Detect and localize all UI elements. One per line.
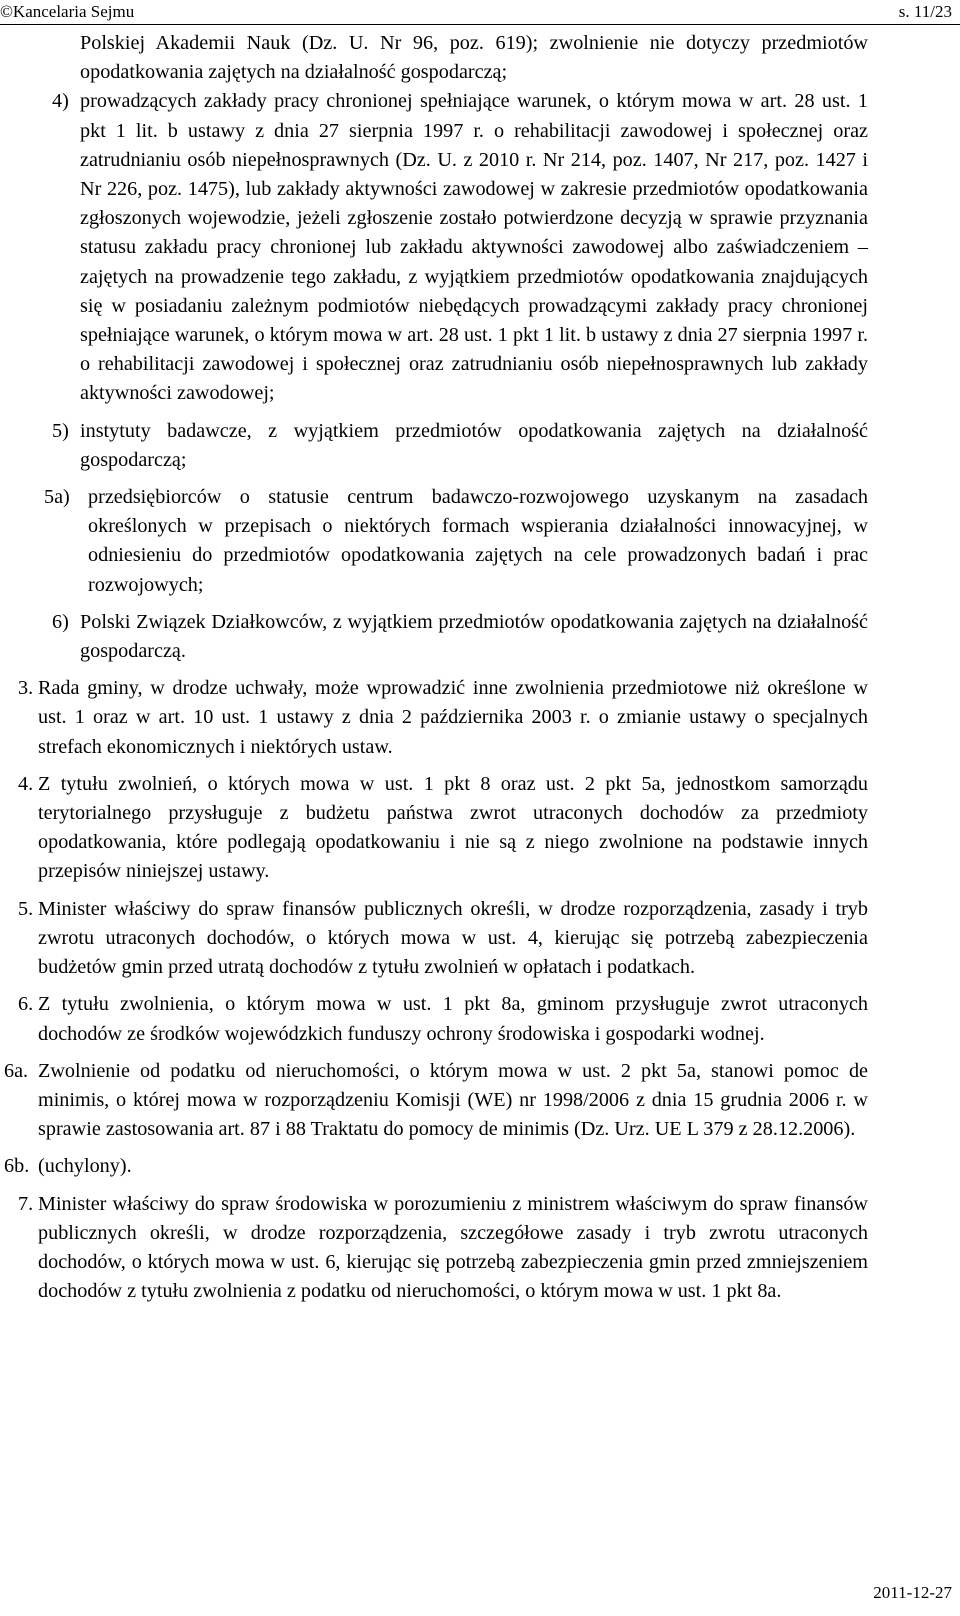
section-number: 6a. — [4, 1059, 29, 1082]
section-number: 7. — [18, 1192, 34, 1215]
section-5 — [0, 895, 960, 983]
section-number: 6b. — [4, 1155, 30, 1178]
section-3 — [0, 674, 960, 762]
section-text: Zwolnienie od podatku od nieruchomości, o którym mowa w ust. 2 pkt 5a, stanowi pomoc de minimis, o której mowa w rozporządzeniu Komisji (WE) nr 1998/2006 z dnia 15 grudnia 2006 r. w sprawie zastosowania art. 87 i 88 Traktatu do pomocy de minimis (Dz. Urz. UE L 379 z 28.12.2006). — [38, 1059, 868, 1141]
paragraph-text: Polskiej Akademii Nauk (Dz. U. Nr 96, poz. 619); zwolnienie nie dotyczy przedmiotów opodatkowania zajętych na działalność gospodarczą; — [80, 32, 868, 84]
item-text: przedsiębiorców o statusie centrum badawczo-rozwojowego uzyskanym na zasadach określonych w przepisach o niektórych formach wspierania działalności innowacyjnej, w odniesieniu do przedmiotów opodatkowania zajętych na cele prowadzonych badań i prac rozwojowych; — [88, 486, 868, 596]
item-text: prowadzących zakłady pracy chronionej spełniające warunek, o którym mowa w art. 28 ust. 1 pkt 1 lit. b ustawy z dnia 27 sierpnia 1997 r. o rehabilitacji zawodowej i społecznej oraz zatrudnianiu osób niepełnosprawnych (Dz. U. z 2010 r. Nr 214, poz. 1407, Nr 217, poz. 1427 i Nr 226, poz. 1475), lub zakłady aktywności zawodowej w zakresie przedmiotów opodatkowania zgłoszonych wojewodzie, jeżeli zgłoszenie zostało potwierdzone decyzją w sprawie przyznania statusu zakładu pracy chronionej lub zakładu aktywności zawodowej albo zaświadczeniem – zajętych na prowadzenie tego zakładu, z wyjątkiem przedmiotów opodatkowania znajdujących się w posiadaniu zależnym podmiotów niebędących prowadzącymi zakłady pracy chronionej spełniające warunek, o którym mowa w art. 28 ust. 1 pkt 1 lit. b ustawy z dnia 27 sierpnia 1997 r. o rehabilitacji zawodowej i społecznej oraz zatrudnianiu osób niepełnosprawnych lub zakłady aktywności zawodowej; — [80, 90, 868, 405]
section-7 — [0, 1190, 960, 1307]
section-text: Rada gminy, w drodze uchwały, może wprowadzić inne zwolnienia przedmiotowe niż określone w ust. 1 oraz w art. 10 ust. 1 ustawy z dnia 2 października 2003 r. o zmianie ustawy o specjalnych strefach ekonomicznych i niektórych ustaw. — [38, 677, 868, 758]
section-text: Minister właściwy do spraw środowiska w porozumieniu z ministrem właściwym do spraw finansów publicznych określi, w drodze rozporządzenia, szczegółowe zasady i tryb zwrotu utraconych dochodów, o których mowa w ust. 6, kierując się potrzebą zabezpieczenia gmin przed zmniejszeniem dochodów z tytułu zwolnienia z podatku od nieruchomości, o którym mowa w ust. 1 pkt 8a. — [38, 1192, 868, 1303]
list-item-5 — [0, 417, 960, 475]
header-source: ©Kancelaria Sejmu — [0, 2, 135, 21]
list-item-5a — [0, 483, 960, 600]
header-divider — [0, 24, 960, 25]
item-number: 4) — [52, 90, 69, 113]
section-6 — [0, 990, 960, 1048]
paragraph-continuation — [0, 29, 960, 87]
item-text: Polski Związek Działkowców, z wyjątkiem przedmiotów opodatkowania zajętych na działalność gospodarczą. — [80, 610, 868, 663]
item-number: 5) — [52, 419, 69, 442]
section-text: Z tytułu zwolnień, o których mowa w ust. 1 pkt 8 oraz ust. 2 pkt 5a, jednostkom samorządu terytorialnego przysługuje z budżetu państwa zwrot utraconych dochodów za przedmioty opodatkowania, które podlegają opodatkowaniu i nie są z niego zwolnione na podstawie innych przepisów niniejszej ustawy. — [38, 772, 868, 883]
section-4 — [0, 770, 960, 887]
item-text: instytuty badawcze, z wyjątkiem przedmiotów opodatkowania zajętych na działalność gospodarczą; — [80, 419, 868, 471]
section-text: Z tytułu zwolnienia, o którym mowa w ust. 1 pkt 8a, gminom przysługuje zwrot utraconych dochodów ze środków wojewódzkich funduszy ochrony środowiska i gospodarki wodnej. — [38, 993, 868, 1045]
section-number: 5. — [18, 897, 34, 920]
section-text: (uchylony). — [38, 1155, 132, 1178]
section-number: 4. — [18, 772, 34, 795]
footer-date: 2011-12-27 — [873, 1583, 952, 1602]
section-number: 6. — [18, 993, 34, 1016]
document-body — [0, 29, 960, 1306]
section-text: Minister właściwy do spraw finansów publicznych określi, w drodze rozporządzenia, zasady i tryb zwrotu utraconych dochodów, o których mowa w ust. 4, kierując się potrzebą zabezpieczenia budżetów gmin przed utratą dochodów z tytułu zwolnień w opłatach i podatkach. — [38, 897, 868, 979]
section-6b — [0, 1152, 960, 1181]
section-6a — [0, 1057, 960, 1145]
list-item-4 — [0, 87, 960, 408]
section-number: 3. — [18, 677, 34, 700]
item-number: 6) — [52, 610, 69, 633]
header-page-number: s. 11/23 — [898, 2, 952, 21]
list-item-6 — [0, 608, 960, 666]
item-number: 5a) — [44, 486, 70, 509]
